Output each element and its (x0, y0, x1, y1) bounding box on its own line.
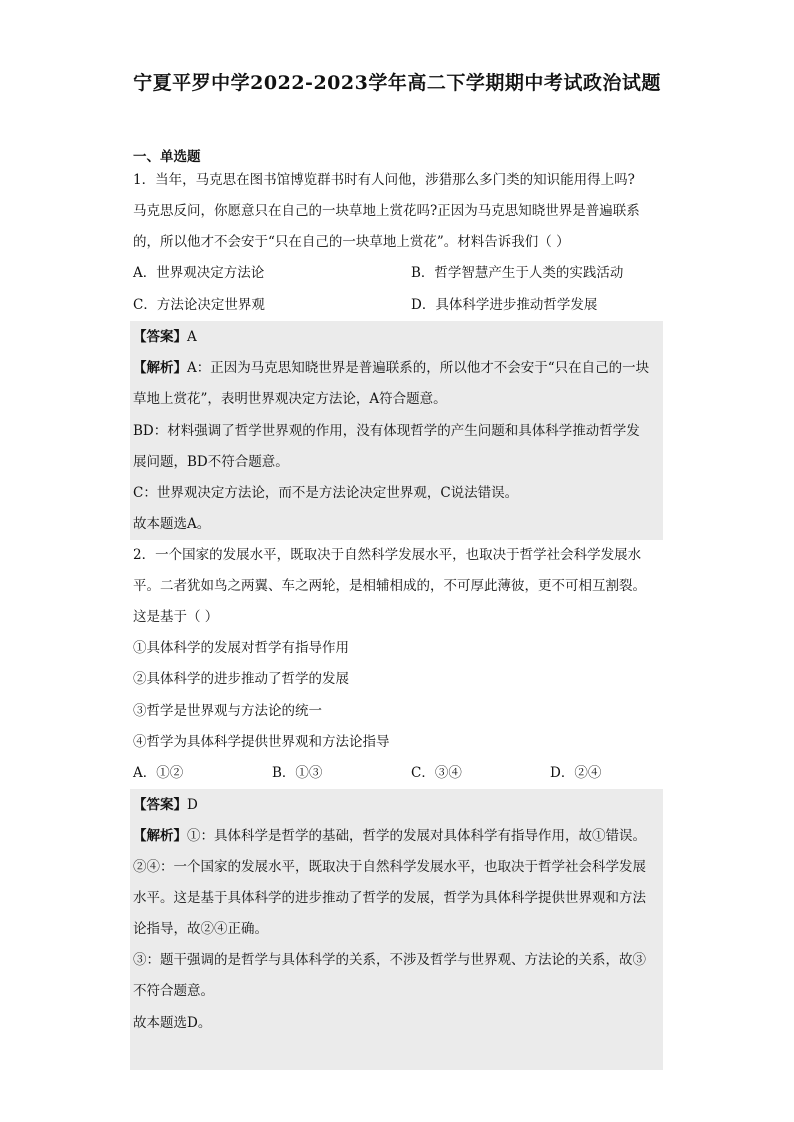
q2-option-a: A．①② (133, 765, 184, 781)
q1-option-a: A．世界观决定方法论 (133, 265, 265, 281)
q2-stem-line: 这是基于（ ） (133, 609, 219, 625)
q2-analysis-line: 【解析】①：具体科学是哲学的基础，哲学的发展对具体科学有指导作用，故①错误。 (133, 828, 646, 844)
q2-analysis-line: 论指导，故②④正确。 (133, 921, 268, 937)
analysis-label: 【解析】 (133, 360, 187, 376)
q2-answer (133, 795, 663, 815)
q2-option-d: D．②④ (550, 765, 602, 781)
answer-value: A (187, 329, 197, 345)
q1-analysis-line: 故本题选A。 (133, 516, 211, 532)
q2-statement: ①具体科学的发展对哲学有指导作用 (133, 640, 349, 656)
q2-analysis-line: 不符合题意。 (133, 983, 214, 999)
q1-stem-line: 的，所以他才不会安于“只在自己的一块草地上赏花”。材料告诉我们（ ） (133, 234, 570, 250)
q2-stem-line: 平。二者犹如鸟之两翼、车之两轮，是相辅相成的，不可厚此薄彼，更不可相互割裂。 (133, 578, 646, 594)
q2-analysis-line: 故本题选D。 (133, 1015, 212, 1031)
q1-answer (133, 327, 663, 347)
q1-option-d: D．具体科学进步推动哲学发展 (411, 297, 598, 313)
q2-option-b: B．①③ (272, 765, 323, 781)
q2-analysis-line: ②④：一个国家的发展水平，既取决于自然科学发展水平，也取决于哲学社会科学发展 (133, 859, 646, 875)
answer-label: 【答案】 (133, 797, 187, 813)
q1-analysis-line: 草地上赏花”，表明世界观决定方法论，A符合题意。 (133, 391, 447, 407)
analysis-label: 【解析】 (133, 828, 187, 844)
page-title: 宁夏平罗中学2022-2023学年高二下学期期中考试政治试题 (133, 72, 661, 94)
q1-option-c: C．方法论决定世界观 (133, 297, 265, 313)
q1-stem-line: 1．当年，马克思在图书馆博览群书时有人问他，涉猎那么多门类的知识能用得上吗? (133, 172, 635, 188)
q1-option-b: B．哲学智慧产生于人类的实践活动 (411, 265, 624, 281)
q1-analysis-line: 【解析】A：正因为马克思知晓世界是普遍联系的，所以他才不会安于“只在自己的一块 (133, 360, 650, 376)
q2-statement: ②具体科学的进步推动了哲学的发展 (133, 671, 349, 687)
q2-statement: ③哲学是世界观与方法论的统一 (133, 703, 322, 719)
q1-analysis-line: C：世界观决定方法论，而不是方法论决定世界观，C说法错误。 (133, 485, 519, 501)
answer-value: D (187, 797, 198, 813)
q2-statement: ④哲学为具体科学提供世界观和方法论指导 (133, 734, 390, 750)
q1-analysis-line: 展问题，BD不符合题意。 (133, 454, 289, 470)
q2-stem-line: 2．一个国家的发展水平，既取决于自然科学发展水平，也取决于哲学社会科学发展水 (133, 547, 642, 563)
q2-analysis-line: 水平。这是基于具体科学的进步推动了哲学的发展，哲学为具体科学提供世界观和方法 (133, 890, 646, 906)
q2-option-c: C．③④ (411, 765, 462, 781)
q1-stem-line: 马克思反问，你愿意只在自己的一块草地上赏花吗?正因为马克思知晓世界是普遍联系 (133, 203, 640, 219)
answer-label: 【答案】 (133, 329, 187, 345)
q2-analysis-line: ③：题干强调的是哲学与具体科学的关系，不涉及哲学与世界观、方法论的关系，故③ (133, 952, 646, 968)
q1-analysis-line: BD：材料强调了哲学世界观的作用，没有体现哲学的产生问题和具体科学推动哲学发 (133, 423, 640, 439)
section-heading: 一、单选题 (133, 149, 201, 165)
